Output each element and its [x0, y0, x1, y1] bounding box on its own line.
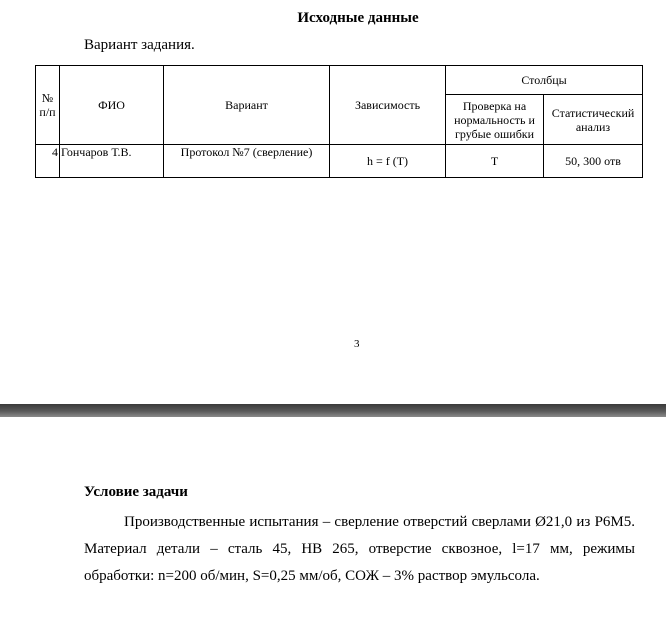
cell-dependency: h = f (T) — [330, 145, 446, 178]
cell-fio: Гончаров Т.В. — [60, 145, 164, 178]
table-row — [36, 145, 643, 178]
cell-num: 4 — [36, 145, 60, 178]
header-fio: ФИО — [60, 66, 164, 145]
header-variant: Вариант — [164, 66, 330, 145]
source-data-table — [35, 65, 643, 178]
header-num: № п/п — [36, 66, 60, 145]
header-stat: Статистический анализ — [544, 95, 643, 145]
header-dependency: Зависимость — [330, 66, 446, 145]
page-number: 3 — [354, 338, 360, 350]
condition-paragraph: Производственные испытания – сверление отверстий сверлами Ø21,0 из Р6М5. Материал детали – сталь 45, НВ 265, отверстие сквозное, l=17 мм, режимы обработки: n=200 об/мин, S=0,25 мм/об, СОЖ – 3% раствор эмульсола. — [84, 514, 635, 584]
section-heading: Условие задачи — [84, 484, 188, 500]
page-title: Исходные данные — [297, 10, 419, 26]
page-separator — [0, 404, 666, 417]
variant-label: Вариант задания. — [84, 37, 195, 53]
cell-stat: 50, 300 отв — [544, 145, 643, 178]
cell-check: T — [446, 145, 544, 178]
document-page-2 — [0, 417, 666, 622]
header-columns: Столбцы — [446, 66, 643, 95]
header-check: Проверка на нормальность и грубые ошибки — [446, 95, 544, 145]
cell-variant: Протокол №7 (сверление) — [164, 145, 330, 178]
